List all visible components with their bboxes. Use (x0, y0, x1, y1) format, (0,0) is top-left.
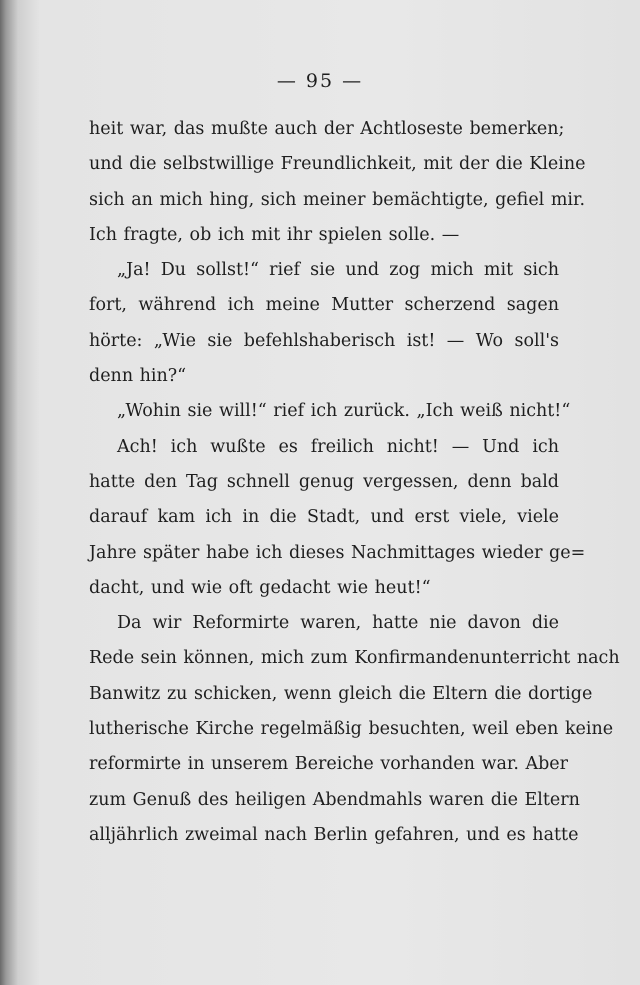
text-line: hörte: „Wie sie befehlshaberisch ist! — Wo soll's (89, 330, 559, 351)
text-line: „Ja! Du sollst!“ rief sie und zog mich mit sich (117, 260, 559, 281)
text-line: alljährlich zweimal nach Berlin gefahren, und es hatte (89, 824, 579, 845)
text-line: denn hin?“ (89, 366, 187, 387)
text-line: reformirte in unserem Bereiche vorhanden war. Aber (89, 754, 569, 775)
text-line: Da wir Reformirte waren, hatte nie davon die (117, 613, 559, 634)
text-line: Jahre später habe ich dieses Nachmittages wieder ge= (89, 542, 586, 563)
body-text (89, 112, 620, 853)
text-line: und die selbstwillige Freundlichkeit, mit der die Kleine (89, 154, 586, 175)
text-line: heit war, das mußte auch der Achtloseste bemerken; (89, 119, 565, 139)
text-line: sich an mich hing, sich meiner bemächtigte, gefiel mir. (89, 189, 586, 210)
text-line: Ach! ich wußte es freilich nicht! — Und ich (117, 436, 559, 457)
text-line: Rede sein können, mich zum Konfirmandenunterricht nach (89, 648, 620, 669)
text-line: „Wohin sie will!“ rief ich zurück. „Ich weiß nicht!“ (117, 401, 571, 422)
text-line: Banwitz zu schicken, wenn gleich die Eltern die dortige (89, 683, 593, 704)
text-line: Ich fragte, ob ich mit ihr spielen solle. — (89, 224, 460, 245)
text-line: lutherische Kirche regelmäßig besuchten, weil eben keine (89, 719, 614, 740)
text-line: darauf kam ich in die Stadt, und erst viele, viele (89, 507, 559, 528)
text-line: fort, während ich meine Mutter scherzend sagen (89, 295, 559, 316)
text-line: zum Genuß des heiligen Abendmahls waren die Eltern (89, 789, 580, 810)
page-number: — 95 — (276, 70, 364, 92)
text-line: hatte den Tag schnell genug vergessen, denn bald (89, 471, 559, 492)
text-line: dacht, und wie oft gedacht wie heut!“ (89, 577, 431, 598)
